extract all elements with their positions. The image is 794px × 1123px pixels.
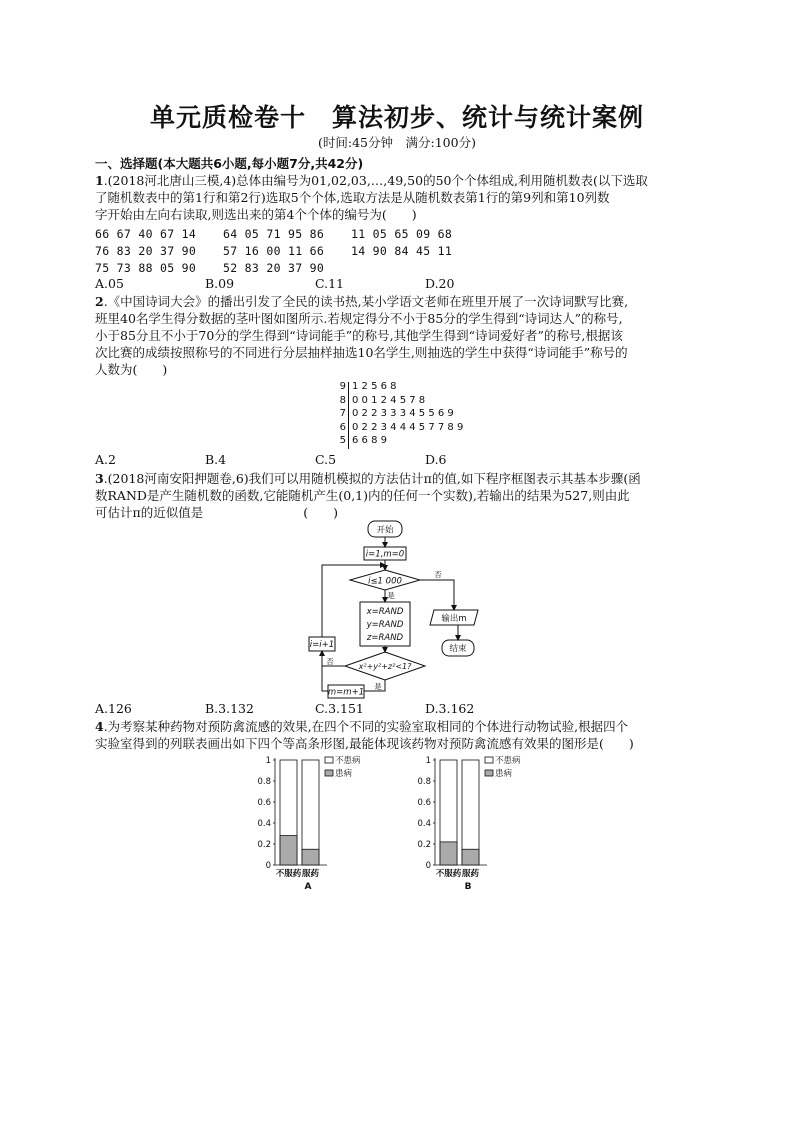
q3-option-b[interactable]: B.3.132 [205, 701, 254, 716]
q1-options [95, 276, 705, 293]
stem-row: 9 1 2 5 6 8 [339, 381, 397, 392]
stem-row: 5 6 6 8 9 [339, 435, 387, 446]
legend-label-not-sick: 不患病 [495, 756, 521, 766]
y-tick-label: 0.8 [257, 777, 271, 787]
q4-line-2: 实验室得到的列联表画出如下四个等高条形图,最能体现该药物对预防禽流感有效果的图形是( ) [95, 736, 634, 751]
legend-swatch-sick [325, 770, 333, 776]
flow-incr-label: i=i+1 [309, 640, 335, 650]
flow-count-label: m=m+1 [327, 687, 365, 698]
y-tick-label: 0 [425, 861, 431, 871]
flow-cond1-label: i≤1 000 [368, 576, 402, 587]
x-tick-label: 服药 [461, 869, 480, 879]
bar-sick [462, 849, 479, 865]
q3-option-c[interactable]: C.3.151 [315, 701, 364, 716]
stem-row: 7 0 2 2 3 3 3 4 5 5 6 9 [339, 408, 454, 419]
q2-option-c[interactable]: C.5 [315, 452, 337, 467]
q2-options [95, 452, 705, 469]
q2-option-b[interactable]: B.4 [205, 452, 227, 467]
flow-assign-y: y=RAND [366, 620, 404, 630]
x-tick-label: 不服药 [435, 869, 462, 879]
flow-start-label: 开始 [376, 525, 394, 536]
q4-line-1: 4.为考察某种药物对预防禽流感的效果,在四个不同的实验室取相同的个体进行动物试验,根据四个 [95, 719, 629, 734]
x-tick-label: 服药 [301, 869, 320, 879]
bar-charts [255, 752, 545, 894]
flow-init-label: i=1,m=0 [365, 549, 405, 560]
q3-line-1: 3.(2018河南安阳押题卷,6)我们可以用随机模拟的方法估计π的值,如下程序框图表示其基本步骤(函 [95, 471, 641, 486]
q3-option-d[interactable]: D.3.162 [425, 701, 475, 716]
flow-yes-2: 是 [374, 682, 382, 691]
flow-cond2-label: x²+y²+z²<1? [358, 662, 412, 671]
page-title: 单元质检卷十 算法初步、统计与统计案例 [149, 103, 644, 132]
y-tick-label: 0.4 [417, 819, 431, 829]
chart-label: B [464, 882, 472, 892]
y-tick-label: 1 [265, 756, 271, 766]
y-tick-label: 0.6 [257, 798, 271, 808]
flow-output-label: 输出m [441, 614, 467, 624]
stem-row: 6 0 2 2 3 4 4 4 5 7 7 8 9 [339, 421, 464, 433]
bar-sick [302, 849, 319, 865]
q1-line-2: 了随机数表中的第1行和第2行)选取5个个体,选取方法是从随机数表第1行的第9列和第10列数 [95, 190, 610, 205]
section-heading: 一、选择题(本大题共6小题,每小题7分,共42分) [95, 156, 364, 171]
q1-number: 1 [95, 173, 104, 188]
q4-number: 4 [95, 719, 104, 734]
q1-option-c[interactable]: C.11 [315, 276, 344, 291]
q2-option-a[interactable]: A.2 [95, 452, 116, 467]
y-tick-label: 0.4 [257, 819, 271, 829]
y-tick-label: 0.2 [257, 840, 271, 850]
q1-line-1: 1.(2018河北唐山三模,4)总体由编号为01,02,03,…,49,50的50个个体组成,利用随机数表(以下选取 [95, 173, 648, 188]
q1-option-d[interactable]: D.20 [425, 276, 455, 291]
flowchart [300, 519, 500, 703]
legend-swatch-not-sick [325, 757, 333, 763]
flow-yes-1: 是 [387, 591, 395, 600]
q3-option-a[interactable]: A.126 [95, 701, 132, 716]
q2-line-1: 2.《中国诗词大会》的播出引发了全民的读书热,某小学语文老师在班里开展了一次诗词默写比赛, [95, 294, 629, 309]
y-tick-label: 1 [425, 756, 431, 766]
legend-swatch-sick [485, 770, 493, 776]
y-tick-label: 0 [265, 861, 271, 871]
bar-sick [440, 842, 457, 865]
legend-label-sick: 患病 [335, 769, 353, 779]
legend-label-not-sick: 不患病 [335, 756, 361, 766]
q3-line-3: 可估计π的近似值是 ( ) [95, 505, 338, 520]
y-tick-label: 0.8 [417, 777, 431, 787]
x-tick-label: 不服药 [275, 869, 302, 879]
flow-assign-x: x=RAND [366, 607, 404, 617]
q2-number: 2 [95, 294, 104, 309]
q1-option-b[interactable]: B.09 [205, 276, 235, 291]
flow-no-1: 否 [434, 570, 442, 579]
q2-line-3: 小于85分且不小于70分的学生得到“诗词能手”的称号,其他学生得到“诗词爱好者”的称号,根据该 [95, 328, 623, 343]
y-tick-label: 0.6 [417, 798, 431, 808]
stem-row: 8 0 0 1 2 4 5 7 8 [339, 394, 426, 406]
q3-number: 3 [95, 471, 104, 486]
q1-line-3: 字开始由左向右读取,则选出来的第4个个体的编号为( ) [95, 207, 417, 222]
q3-options [95, 701, 705, 718]
y-tick-label: 0.2 [417, 840, 431, 850]
page-subtitle: (时间:45分钟 满分:100分) [318, 135, 476, 150]
chart-b [417, 755, 521, 892]
q3-line-2: 数RAND是产生随机数的函数,它能随机产生(0,1)内的任何一个实数),若输出的结果为527,则由此 [95, 488, 630, 503]
flow-assign-z: z=RAND [366, 633, 404, 643]
q1-option-a[interactable]: A.05 [95, 276, 124, 291]
q2-option-d[interactable]: D.6 [425, 452, 447, 467]
chart-label: A [304, 882, 312, 892]
q2-line-5: 人数为( ) [95, 362, 168, 377]
q2-line-2: 班里40名学生得分数据的茎叶图如图所示.若规定得分不小于85分的学生得到“诗词达人”的称号, [95, 311, 623, 326]
legend-label-sick: 患病 [495, 769, 513, 779]
flow-end-label: 结束 [449, 644, 467, 654]
q2-line-4: 次比赛的成绩按照称号的不同进行分层抽样抽选10名学生,则抽选的学生中获得“诗词能手”称号的 [95, 345, 628, 360]
flow-no-2: 否 [326, 657, 334, 666]
chart-a [257, 755, 361, 892]
bar-sick [280, 836, 297, 865]
legend-swatch-not-sick [485, 757, 493, 763]
